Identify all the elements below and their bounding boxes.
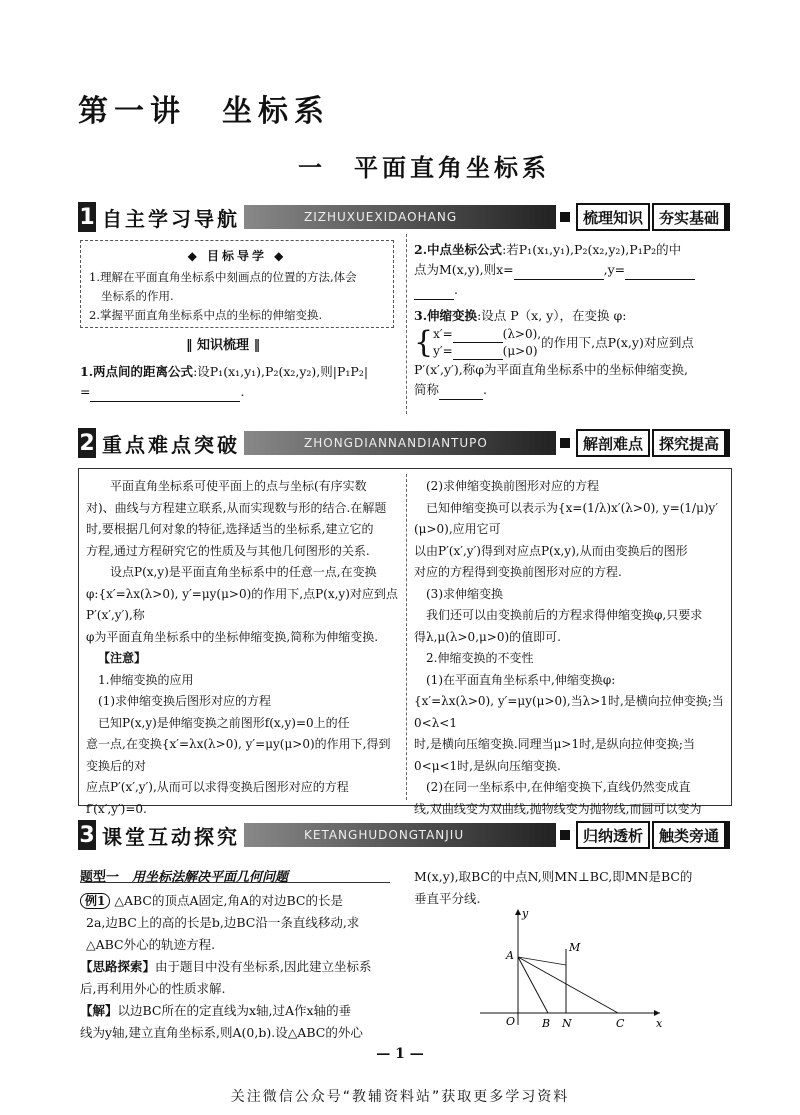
section-2-right: (2)求伸缩变换前图形对应的方程 已知伸缩变换可以表示为{x=(1/λ)x′(λ>0), y=(1/μ)y′(μ>0),应用它可 以由P′(x′,y′)得到对应点P(x,y),从而由变换后的图形 对应的方程得到变换前图形对应的方程. (3)求伸缩变换 我们还可以由变换前后的方程求得伸缩变换φ,只要求 得λ,μ(λ>0,μ>0)的值即可. 2.伸缩变换的不变性 (1)在平面直角坐标系中,伸缩变换φ: {x′=λx(λ>0), y′=μy(μ>0),当λ>1时,是横向拉伸变换;当0<λ<1 时,是横向压缩变换.同理当μ>1时,是纵向拉伸变换;当 0<μ<1时,是纵向压缩变换. (2)在同一坐标系中,在伸缩变换下,直线仍然变成直 线,双曲线变为双曲线,抛物线变为抛物线,而圆可以变为 <box>414 479 724 816</box>
y-axis-arrow <box>515 909 521 915</box>
banner-tag-2: 触类旁通 <box>652 821 730 849</box>
goals-heading: ◆ 目标导学 ◆ <box>187 249 287 263</box>
lecture-title: 第一讲 坐标系 <box>78 94 330 129</box>
example-1: 例1 △ABC的顶点A固定,角A的对边BC的长是 2a,边BC上的高的长是b,边BC沿一条直线移动,求 △ABC外心的轨迹方程. 【思路探索】由于题目中没有坐标系,因此建立坐标系 后,再利用外心的性质求解. 【解】以边BC所在的定直线为x轴,过A作x轴的垂 线为y轴,建立直角坐标系,则A(0,b).设△ABC的外心 <box>80 893 372 1040</box>
example-1-continued: M(x,y),取BC的中点N,则MN⊥BC,即MN是BC的 垂直平分线. <box>414 869 693 906</box>
banner-1 <box>78 202 730 232</box>
label-c: C <box>616 1017 625 1030</box>
goal-line: 1.理解在平面直角坐标系中刻画点的位置的方法,体会 <box>89 270 357 284</box>
knowledge-1: 1.两点间的距离公式:设P₁(x₁,y₁),P₂(x₂,y₂),则|P₁P₂| = . <box>80 362 398 402</box>
question-type-heading: 题型一 用坐标法解决平面几何问题 <box>80 870 289 885</box>
column-divider <box>406 474 407 800</box>
banner-tag-1: 梳理知识 <box>576 203 650 231</box>
square-icon <box>560 212 570 222</box>
label-x: x <box>656 1017 663 1030</box>
banner-pinyin: KETANGHUDONGTANJIU <box>244 823 556 847</box>
banner-tag-1: 归纳透析 <box>576 821 650 849</box>
page-number: — 1 — <box>376 1046 424 1062</box>
x-axis-arrow <box>654 1010 660 1016</box>
column-divider <box>406 234 407 414</box>
example-tag: 例1 <box>80 893 110 909</box>
banner-pinyin: ZHONGDIANNANDIANTUPO <box>244 431 556 455</box>
banner-title: 课堂互动探究 <box>102 824 240 849</box>
banner-number: 2 <box>78 428 96 458</box>
heading-underline <box>80 882 390 883</box>
section-2-left: 平面直角坐标系可使平面上的点与坐标(有序实数 对)、曲线与方程建立联系,从而实现数与形的结合.在解题 时,要根据几何对象的特征,选择适当的坐标系,建立它的 方程,通过方程研究它的性质及与其他几何图形的关系. 设点P(x,y)是平面直角坐标系中的任意一点,在变换 φ:{x′=λx(λ>0), y′=μy(μ>0)的作用下,点P(x,y)对应到点P′(x′,y′),称 φ为平面直角坐标系中的坐标伸缩变换,简称为伸缩变换. 【注意】 1.伸缩变换的应用 (1)求伸缩变换后图形对应的方程 已知P(x,y)是伸缩变换之前图形f(x,y)=0上的任 意一点,在变换{x′=λx(λ>0), y′=μy(μ>0)的作用下,得到变换后的对 应点P′(x′,y′),从而可以求得变换后图形对应的方程 f′(x′,y′)=0. <box>86 479 398 816</box>
banner-2 <box>78 428 730 458</box>
goal-line: 2.掌握平面直角坐标系中点的坐标的伸缩变换. <box>89 308 323 322</box>
coordinate-figure <box>470 905 670 1030</box>
banner-title: 自主学习导航 <box>102 206 240 231</box>
label-o: O <box>506 1015 516 1028</box>
label-a: A <box>506 949 514 962</box>
banner-number: 3 <box>78 820 96 850</box>
label-b: B <box>542 1017 551 1030</box>
label-y: y <box>522 907 529 920</box>
banner-tag-2: 探究提高 <box>652 429 730 457</box>
goals-box <box>80 240 394 328</box>
knowledge-3: 3.伸缩变换:设点 P（x, y），在变换 φ: { x′= (λ>0), y′= (μ>0) 的作用下,点P(x,y)对应到点 P′(x′,y′),称φ为平面直角坐标系中的坐标伸缩变换, 简称 . <box>414 306 732 400</box>
square-icon <box>560 438 570 448</box>
banner-3 <box>78 820 730 850</box>
label-n: N <box>562 1017 572 1030</box>
banner-title: 重点难点突破 <box>102 432 240 457</box>
banner-tag-2: 夯实基础 <box>652 203 730 231</box>
label-m: M <box>569 941 581 954</box>
knowledge-2: 2.中点坐标公式:若P₁(x₁,y₁),P₂(x₂,y₂),P₁P₂的中 点为M(x,y),则x= ,y= . <box>414 240 732 300</box>
square-icon <box>560 830 570 840</box>
banner-pinyin: ZIZHUXUEXIDAOHANG <box>244 205 556 229</box>
banner-number: 1 <box>78 202 96 232</box>
promo-text: 关注微信公众号“教辅资料站”获取更多学习资料 <box>230 1089 570 1105</box>
goal-line: 坐标系的作用. <box>101 289 174 303</box>
section-title: 一 平面直角坐标系 <box>298 154 550 182</box>
banner-tag-1: 解剖难点 <box>576 429 650 457</box>
knowledge-heading: ‖ 知识梳理 ‖ <box>186 338 261 353</box>
